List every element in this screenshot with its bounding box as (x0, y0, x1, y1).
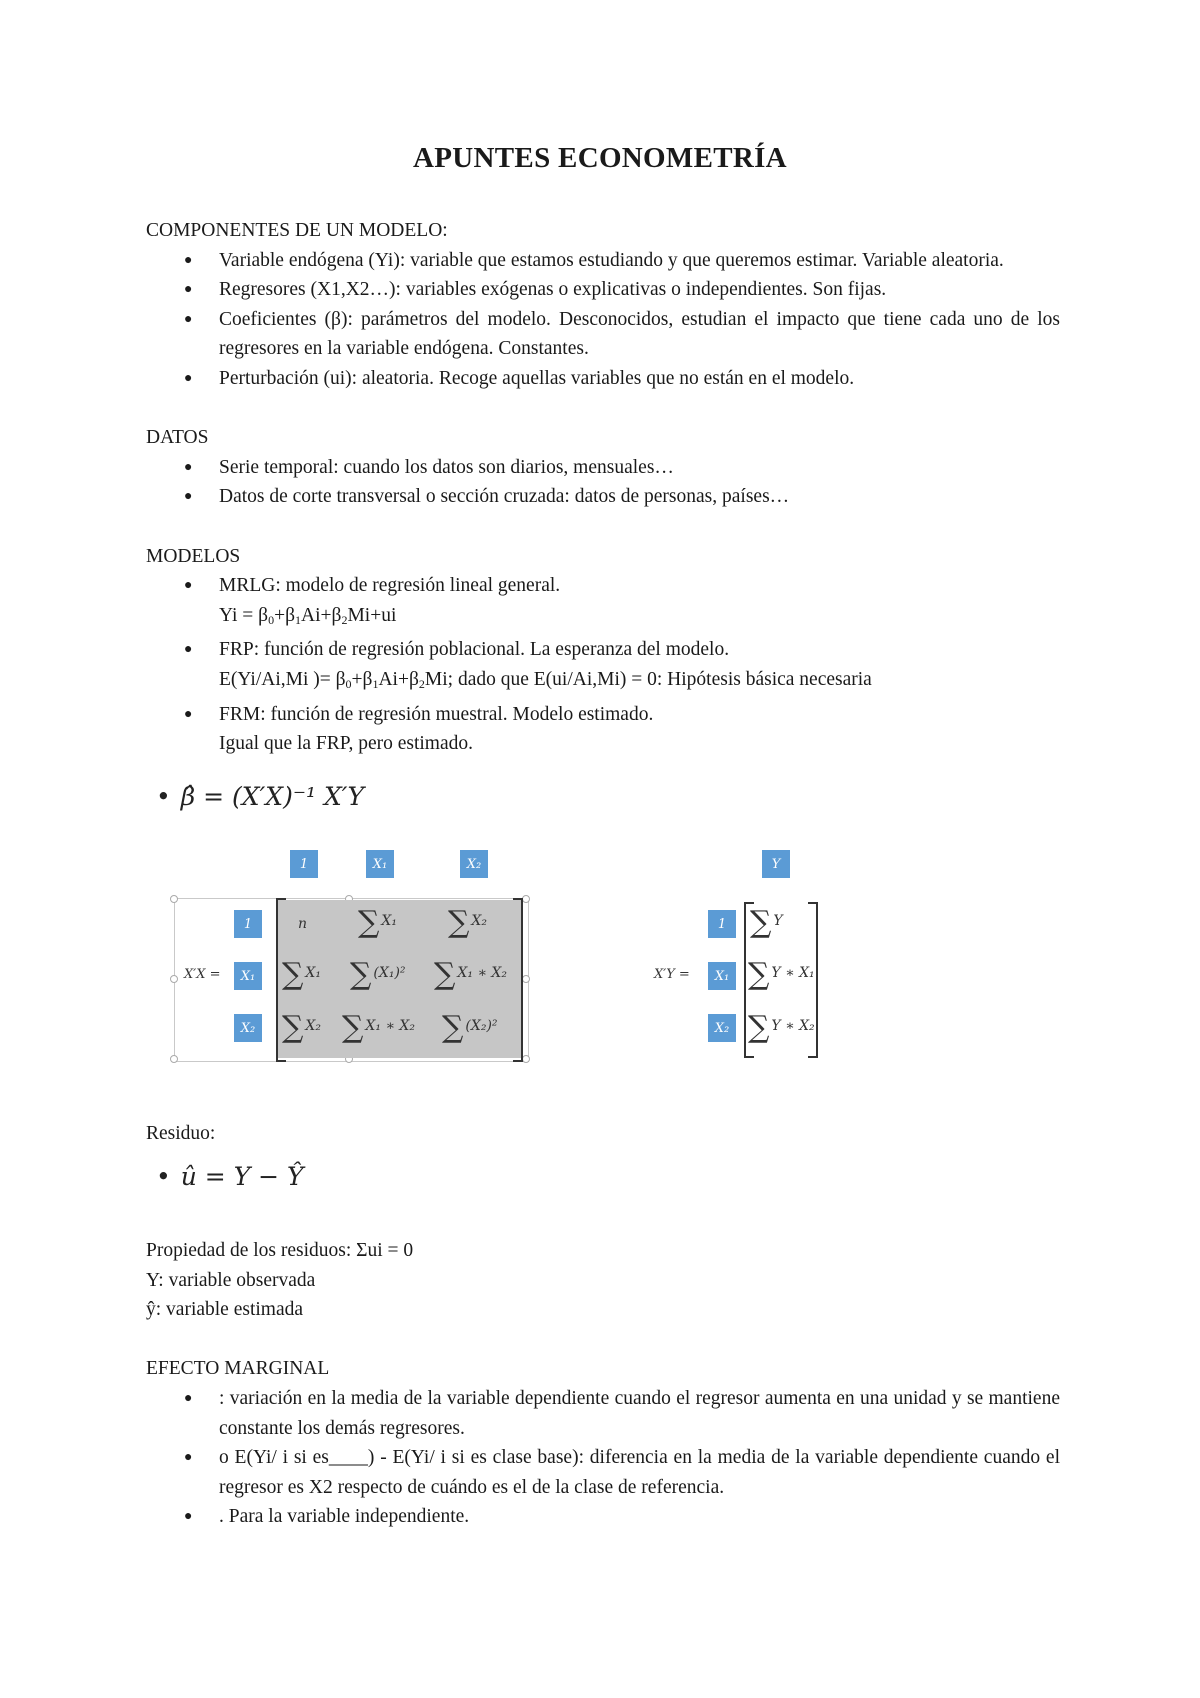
bullet-icon: ● (184, 311, 193, 327)
property-line: ŷ: variable estimada (146, 1299, 304, 1321)
row-header-x1: X₁ (708, 962, 736, 990)
xx-cell: n (298, 916, 308, 932)
xy-label: X′Y = (654, 967, 690, 982)
matrix-figure (170, 850, 860, 1065)
xy-cell: ∑ Y ∗ X₁ (748, 957, 815, 992)
list-item: ● . Para la variable independiente. (146, 1502, 1060, 1532)
xx-cell: ∑ X₂ (448, 905, 488, 940)
property-line: Y: variable observada (146, 1269, 316, 1291)
bullet-icon: ● (184, 459, 193, 475)
list-item: ● Perturbación (ui): aleatoria. Recoge aquellas variables que no están en el modelo. (146, 364, 1060, 394)
xx-cell: ∑ X₁ ∗ X₂ (434, 957, 507, 992)
bullet-icon: ● (184, 642, 193, 658)
xx-cell: ∑ X₁ (358, 905, 398, 940)
resize-handle-icon (522, 895, 530, 903)
list-item: ● : variación en la media de la variable dependiente cuando el regresor aumenta en una unidad y se mantiene constante los demás regresores. (146, 1384, 1060, 1443)
list-item: ● FRM: función de regresión muestral. Modelo estimado. Igual que la FRP, pero estimado. (146, 700, 1060, 759)
xx-cell: ∑ (X₂)² (442, 1010, 498, 1045)
document-title: APUNTES ECONOMETRÍA (413, 142, 787, 174)
row-header-x2: X₂ (708, 1014, 736, 1042)
list-item: ● Regresores (X1,X2…): variables exógenas o explicativas o independientes. Son fijas. (146, 275, 1060, 305)
xx-cell: ∑ X₁ ∗ X₂ (342, 1010, 415, 1045)
list-item: ● o E(Yi/ i si es____) - E(Yi/ i si es clase base): diferencia en la media de la variable dependiente cuando el regresor es X2 respecto de cuándo es el de la clase de referencia. (146, 1443, 1060, 1502)
xx-cell: ∑ X₂ (282, 1010, 322, 1045)
residual-formula: • û = Y − Ŷ (156, 1162, 304, 1191)
resize-handle-icon (170, 1055, 178, 1063)
heading-efecto: EFECTO MARGINAL (146, 1358, 330, 1380)
list-item: ● Variable endógena (Yi): variable que estamos estudiando y que queremos estimar. Variable aleatoria. (146, 246, 1060, 276)
bullet-icon: ● (184, 489, 193, 505)
bullet-icon: ● (184, 252, 193, 268)
resize-handle-icon (170, 895, 178, 903)
notes-body (146, 216, 1060, 759)
col-header-1: 1 (290, 850, 318, 878)
bullet-icon: ● (184, 1390, 193, 1406)
resize-handle-icon (522, 975, 530, 983)
list-item: ● MRLG: modelo de regresión lineal general. $Yi = \beta_0+\beta_1Ai+\beta_2Mi+ui$ (146, 571, 1060, 635)
list-item: ● Coeficientes (β): parámetros del modelo. Desconocidos, estudian el impacto que tiene cada uno de los regresores en la variable endógena. Constantes. (146, 305, 1060, 364)
row-header-x2: X₂ (234, 1014, 262, 1042)
beta-hat-formula: • β̂ = (X′X)⁻¹ X′Y (156, 782, 364, 811)
list-item: ● Datos de corte transversal o sección cruzada: datos de personas, países… (146, 482, 1060, 512)
heading-componentes: COMPONENTES DE UN MODELO: (146, 220, 448, 241)
row-header-x1: X₁ (234, 962, 262, 990)
property-line: Propiedad de los residuos: Σui = 0 (146, 1240, 414, 1261)
right-bracket (513, 898, 523, 1062)
list-item: ● FRP: función de regresión poblacional. La esperanza del modelo. E(Yi/Ai,Mi )= $\beta_0+\beta_1Ai+\beta_2Mi$; dado que E(ui/Ai,Mi) = 0: Hipótesis básica necesaria (146, 635, 1060, 699)
heading-datos: DATOS (146, 427, 209, 449)
list-efecto (146, 1384, 1060, 1532)
mrlg-equation: $Yi = \beta_0+\beta_1Ai+\beta_2Mi+ui$ (219, 604, 397, 627)
residuo-heading: Residuo: (146, 1123, 216, 1144)
list-datos (146, 453, 1060, 512)
col-header-x2: X₂ (460, 850, 488, 878)
row-header-1: 1 (234, 910, 262, 938)
xx-label: X′X = (184, 967, 221, 982)
bullet-icon: ● (184, 1509, 193, 1525)
col-header-y: Y (762, 850, 790, 878)
xy-cell: ∑ Y (750, 905, 783, 940)
bullet-icon: ● (184, 370, 193, 386)
xy-cell: ∑ Y ∗ X₂ (748, 1010, 815, 1045)
heading-modelos: MODELOS (146, 545, 241, 567)
list-item: ● Serie temporal: cuando los datos son diarios, mensuales… (146, 453, 1060, 483)
bullet-icon: ● (184, 706, 193, 722)
xx-cell: ∑ X₁ (282, 957, 322, 992)
resize-handle-icon (522, 1055, 530, 1063)
bullet-icon: ● (184, 1450, 193, 1466)
bullet-icon: ● (184, 578, 193, 594)
col-header-x1: X₁ (366, 850, 394, 878)
xx-cell: ∑ (X₁)² (350, 957, 406, 992)
residual-properties (146, 1236, 1060, 1532)
row-header-1: 1 (708, 910, 736, 938)
list-componentes (146, 246, 1060, 394)
resize-handle-icon (170, 975, 178, 983)
list-modelos (146, 571, 1060, 759)
frp-equation: E(Yi/Ai,Mi )= $\beta_0+\beta_1Ai+\beta_2Mi$; dado que E(ui/Ai,Mi) = 0: Hipótesis básica necesaria (219, 668, 872, 691)
bullet-icon: ● (184, 282, 193, 298)
